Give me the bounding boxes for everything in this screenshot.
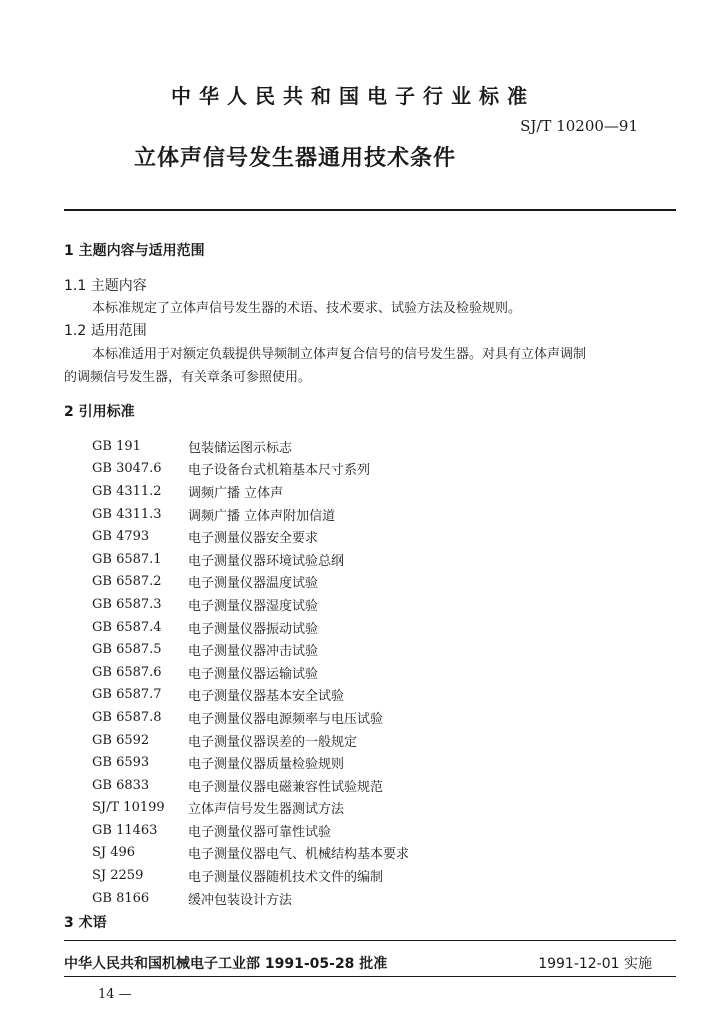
reference-title: 电子测量仪器随机技术文件的编制 <box>188 870 384 886</box>
reference-row <box>92 661 409 684</box>
reference-code: GB 4311.3 <box>92 506 162 522</box>
reference-title: 电子测量仪器湿度试验 <box>188 598 319 614</box>
reference-title: 电子测量仪器温度试验 <box>188 576 319 592</box>
reference-row <box>92 480 409 503</box>
section-2-heading: 2 引用标准 <box>64 404 135 420</box>
reference-title: 缓冲包装设计方法 <box>188 892 293 908</box>
reference-row <box>92 797 409 820</box>
reference-title: 电子测量仪器电气、机械结构基本要求 <box>188 847 410 863</box>
effective-date: 1991-12-01 实施 <box>538 956 652 972</box>
reference-code: GB 8166 <box>92 890 150 906</box>
section-1-heading: 1 主题内容与适用范围 <box>64 243 205 259</box>
reference-title: 电子测量仪器振动试验 <box>188 621 319 637</box>
reference-code: GB 6592 <box>92 732 150 748</box>
reference-row <box>92 751 409 774</box>
section-1-2-body-line1: 本标准适用于对额定负载提供导频制立体声复合信号的信号发生器。对具有立体声调制 <box>92 347 587 362</box>
reference-row <box>92 458 409 481</box>
reference-code: GB 6833 <box>92 777 150 793</box>
reference-row <box>92 706 409 729</box>
reference-title: 电子测量仪器误差的一般规定 <box>188 734 358 750</box>
reference-row <box>92 864 409 887</box>
reference-row <box>92 729 409 752</box>
reference-title: 电子测量仪器电磁兼容性试验规范 <box>188 779 384 795</box>
reference-code: GB 6587.4 <box>92 619 162 635</box>
reference-code: GB 6587.6 <box>92 664 162 680</box>
section-1-1-body: 本标准规定了立体声信号发生器的术语、技术要求、试验方法及检验规则。 <box>92 301 522 316</box>
section-1-2-heading: 1.2 适用范围 <box>64 323 147 339</box>
reference-title: 电子测量仪器电源频率与电压试验 <box>188 711 384 727</box>
reference-code: GB 6587.3 <box>92 596 162 612</box>
reference-row <box>92 616 409 639</box>
approval-line: 中华人民共和国机械电子工业部 1991-05-28 批准 <box>64 956 388 972</box>
reference-code: GB 11463 <box>92 822 158 838</box>
reference-row <box>92 593 409 616</box>
footer-divider-top <box>64 940 676 941</box>
reference-row <box>92 525 409 548</box>
reference-title: 电子测量仪器冲击试验 <box>188 644 319 660</box>
reference-code: GB 6587.2 <box>92 574 162 590</box>
reference-row <box>92 684 409 707</box>
reference-title: 调频广播 立体声 <box>188 485 284 501</box>
reference-code: SJ 2259 <box>92 868 144 884</box>
reference-row <box>92 887 409 910</box>
reference-code: GB 3047.6 <box>92 461 162 477</box>
reference-code: GB 6587.5 <box>92 642 162 658</box>
reference-code: GB 191 <box>92 438 141 454</box>
reference-title: 电子设备台式机箱基本尺寸系列 <box>188 463 371 479</box>
reference-row <box>92 548 409 571</box>
reference-title: 电子测量仪器可靠性试验 <box>188 824 332 840</box>
section-3-heading: 3 术语 <box>64 915 107 931</box>
footer-divider-bottom <box>64 976 676 977</box>
reference-title: 电子测量仪器安全要求 <box>188 531 319 547</box>
reference-row <box>92 435 409 458</box>
section-1-2-body-line2: 的调频信号发生器，有关章条可参照使用。 <box>64 370 312 385</box>
reference-row <box>92 774 409 797</box>
header-divider <box>64 209 676 211</box>
reference-row <box>92 638 409 661</box>
reference-row <box>92 571 409 594</box>
reference-title: 立体声信号发生器测试方法 <box>188 802 345 818</box>
reference-row <box>92 819 409 842</box>
reference-code: GB 6587.7 <box>92 687 162 703</box>
document-title: 立体声信号发生器通用技术条件 <box>134 146 457 171</box>
reference-row <box>92 503 409 526</box>
referenced-standards-list <box>92 435 409 909</box>
page-number: 14 — <box>98 987 132 1002</box>
reference-title: 电子测量仪器基本安全试验 <box>188 689 345 705</box>
reference-code: GB 6587.1 <box>92 551 162 567</box>
reference-code: GB 4311.2 <box>92 483 162 499</box>
issuing-body-header: 中华人民共和国电子行业标准 <box>171 84 535 108</box>
standard-code: SJ/T 10200—91 <box>520 117 638 135</box>
reference-title: 调频广播 立体声附加信道 <box>188 508 336 524</box>
reference-title: 包装储运图示标志 <box>188 440 293 456</box>
reference-code: SJ 496 <box>92 845 136 861</box>
reference-code: GB 4793 <box>92 529 150 545</box>
reference-code: GB 6593 <box>92 755 150 771</box>
reference-code: GB 6587.8 <box>92 709 162 725</box>
reference-title: 电子测量仪器运输试验 <box>188 666 319 682</box>
reference-title: 电子测量仪器环境试验总纲 <box>188 553 345 569</box>
reference-row <box>92 842 409 865</box>
reference-title: 电子测量仪器质量检验规则 <box>188 757 345 773</box>
reference-code: SJ/T 10199 <box>92 800 165 816</box>
section-1-1-heading: 1.1 主题内容 <box>64 278 147 294</box>
